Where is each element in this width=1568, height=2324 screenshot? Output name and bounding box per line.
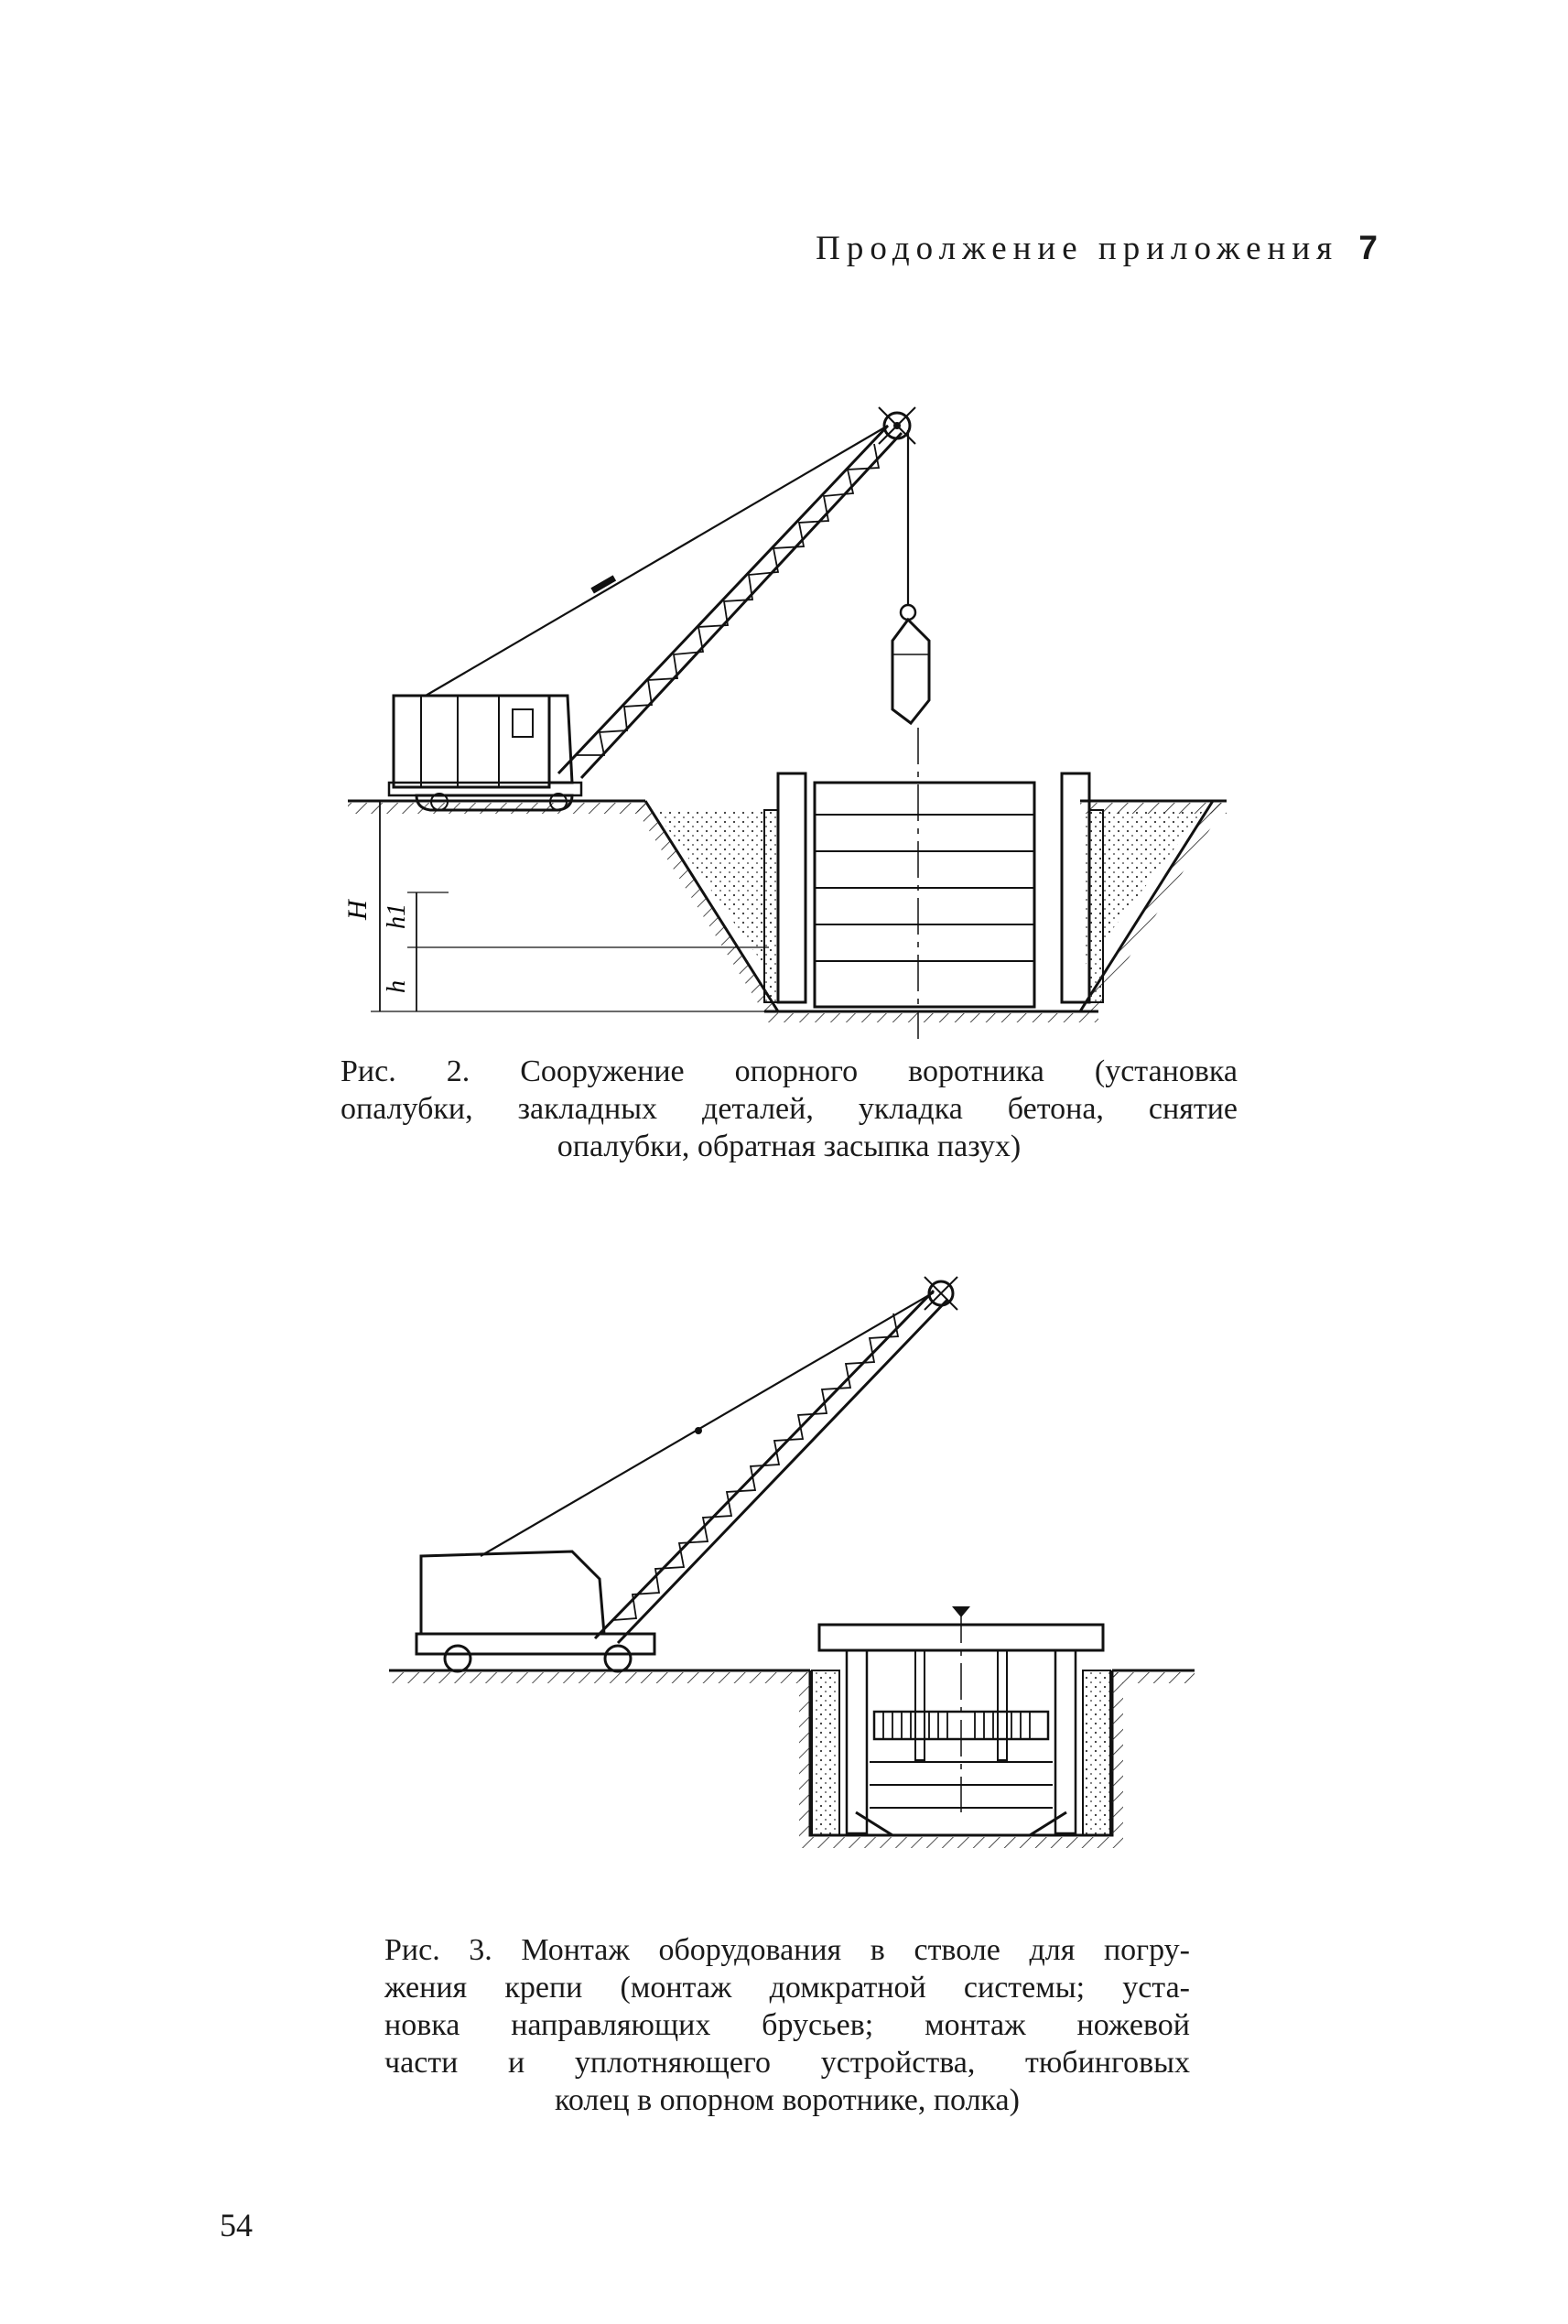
caption-line: опалубки, обратная засыпка пазух) bbox=[557, 1130, 1022, 1163]
running-header bbox=[746, 229, 1378, 268]
figure-2-crane-collar bbox=[339, 380, 1245, 1039]
dimension-H-label: H bbox=[342, 900, 373, 920]
dimension-h1-label: h1 bbox=[383, 903, 411, 929]
figure-3-caption bbox=[384, 1931, 1190, 2119]
caption-line: части и уплотняющего устройства, тюбинговых bbox=[384, 2046, 1190, 2080]
page-number: 54 bbox=[220, 2207, 253, 2243]
caption-line: жения крепи (монтаж домкратной системы; уста- bbox=[384, 1971, 1190, 2005]
caption-line: Рис. 3. Монтаж оборудования в стволе для погру- bbox=[384, 1933, 1190, 1967]
caption-line: колец в опорном воротнике, полка) bbox=[555, 2083, 1020, 2117]
running-header-text: Продолжение приложения bbox=[816, 230, 1339, 267]
dimension-h-label: h bbox=[383, 980, 411, 993]
caption-line: опалубки, закладных деталей, укладка бетона, снятие bbox=[341, 1092, 1238, 1126]
caption-line: Рис. 2. Сооружение опорного воротника (установка bbox=[341, 1054, 1238, 1088]
appendix-number: 7 bbox=[1358, 229, 1378, 266]
figure-2-caption bbox=[341, 1053, 1238, 1165]
caption-line: новка направляющих брусьев; монтаж ножевой bbox=[384, 2008, 1190, 2042]
figure-3-equipment-mounting bbox=[362, 1263, 1231, 1904]
